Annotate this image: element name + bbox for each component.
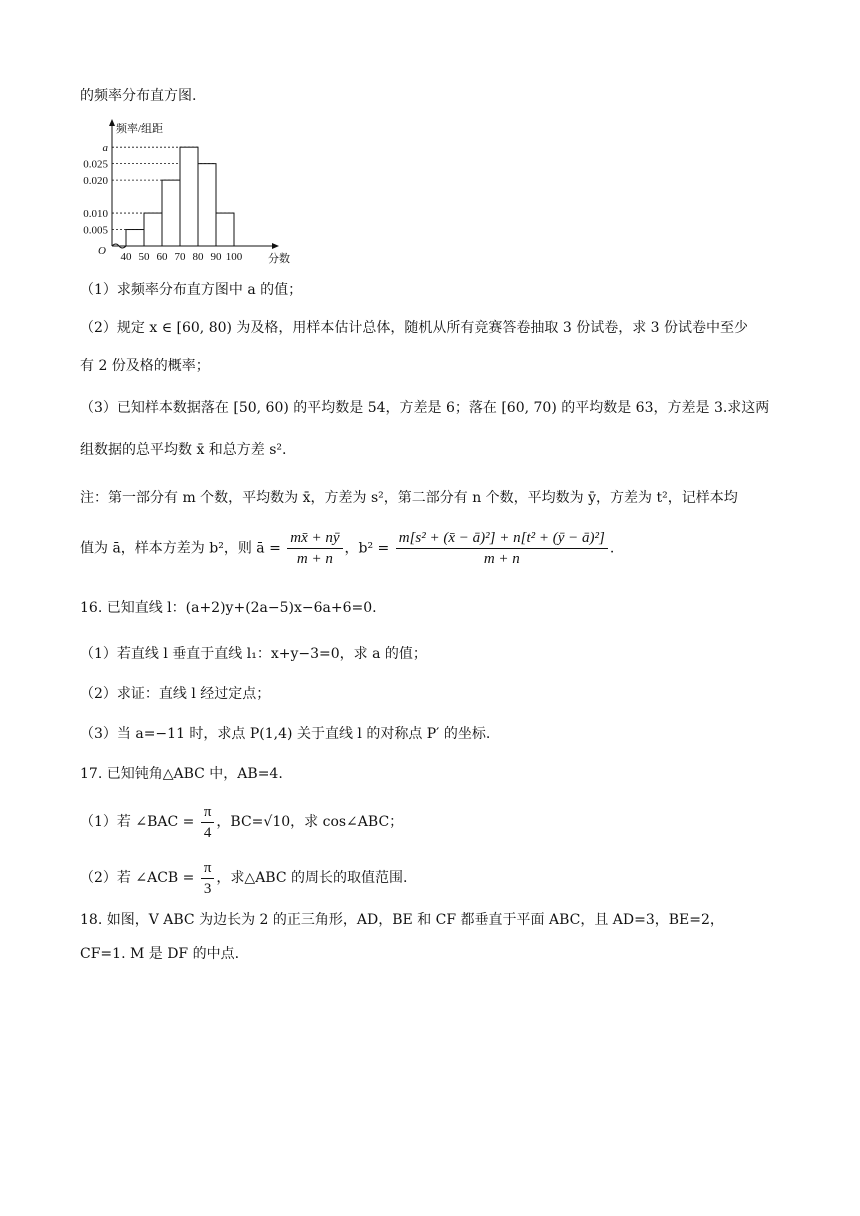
- angle-acb-denominator: 3: [203, 880, 212, 897]
- y-tick-label: 0.010: [83, 208, 108, 221]
- q17-part2: [80, 856, 790, 900]
- q17-stem: 17. 已知钝角△ABC 中，AB=4.: [80, 766, 283, 782]
- q17-part2-lead: （2）若 ∠ACB =: [80, 870, 199, 886]
- note-lead-text: 值为 ā，样本方差为 b²，则 ā =: [80, 540, 286, 557]
- x-tick-label: 70: [174, 251, 186, 263]
- x-tick-label: 90: [210, 251, 222, 263]
- y-tick-label: a: [102, 142, 108, 155]
- q15-part3-line1: （3）已知样本数据落在 [50, 60) 的平均数是 54，方差是 6；落在 [60, 70) 的平均数是 63，方差是 3.求这两: [80, 400, 770, 416]
- chart-x-axis-label: 分数: [268, 253, 290, 265]
- q15-part1: （1）求频率分布直方图中 a 的值；: [80, 282, 303, 298]
- q15-part3-line2: 组数据的总平均数 x̄ 和总方差 s².: [80, 442, 287, 458]
- chart-y-tick-labels: [83, 142, 108, 236]
- frequency-histogram: [72, 116, 292, 266]
- variance-formula-denominator: m + n: [483, 551, 520, 567]
- q18-line2: CF=1. M 是 DF 的中点.: [80, 946, 240, 962]
- x-tick-label: 80: [192, 251, 204, 263]
- chart-bars: [126, 147, 234, 246]
- q16-part3: （3）当 a=−11 时，求点 P(1,4) 关于直线 l 的对称点 P′ 的坐标.: [80, 726, 491, 742]
- mean-formula-numerator: mx̄ + nȳ: [287, 528, 342, 549]
- angle-acb-fraction: [201, 858, 215, 899]
- angle-bac-numerator: π: [201, 802, 215, 823]
- y-tick-label: 0.005: [83, 224, 108, 237]
- chart-x-tick-labels: [121, 251, 243, 263]
- histogram-bar: [180, 147, 198, 246]
- x-tick-label: 50: [138, 251, 150, 263]
- q17-part1: [80, 800, 790, 844]
- x-tick-label: 100: [225, 251, 243, 263]
- q15-part2-line2: 有 2 份及格的概率；: [80, 358, 210, 374]
- histogram-bar: [144, 213, 162, 246]
- q17-part2-tail: ，求△ABC 的周长的取值范围.: [216, 870, 408, 886]
- variance-formula: [396, 528, 608, 569]
- q16-part2: （2）求证：直线 l 经过定点；: [80, 686, 271, 702]
- q15-note-line2: [80, 528, 790, 569]
- angle-acb-numerator: π: [201, 858, 215, 879]
- q16-stem: 16. 已知直线 l：(a+2)y+(2a−5)x−6a+6=0.: [80, 600, 377, 616]
- q15-note-line1: 注：第一部分有 m 个数，平均数为 x̄，方差为 s²，第二部分有 n 个数，平均数为 ȳ，方差为 t²，记样本均: [80, 490, 738, 506]
- histogram-bar: [126, 230, 144, 246]
- histogram-bar: [216, 213, 234, 246]
- angle-bac-denominator: 4: [203, 824, 212, 841]
- x-axis-arrow: [272, 243, 279, 249]
- angle-bac-fraction: [201, 802, 215, 843]
- q15-part2-line1: （2）规定 x ∈ [60, 80) 为及格，用样本估计总体，随机从所有竞赛答卷抽取 3 份试卷，求 3 份试卷中至少: [80, 320, 749, 336]
- q17-part1-lead: （1）若 ∠BAC =: [80, 814, 199, 830]
- intro-text: 的频率分布直方图.: [80, 88, 197, 104]
- x-tick-label: 60: [156, 251, 168, 263]
- mean-formula: [287, 528, 342, 569]
- y-axis-arrow: [109, 119, 115, 126]
- y-tick-label: 0.025: [83, 158, 108, 171]
- x-tick-label: 40: [120, 251, 132, 263]
- histogram-bar: [198, 164, 216, 246]
- mean-formula-denominator: m + n: [296, 551, 333, 567]
- histogram-bar: [162, 180, 180, 246]
- chart-y-axis-label: 频率/组距: [116, 123, 164, 135]
- variance-lead-text: ，b² =: [344, 540, 394, 557]
- variance-formula-numerator: m[s² + (x̄ − ā)²] + n[t² + (ȳ − ā)²]: [396, 528, 608, 549]
- q18-line1: 18. 如图，V ABC 为边长为 2 的正三角形，AD，BE 和 CF 都垂直于平面 ABC，且 AD=3，BE=2，: [80, 912, 724, 928]
- chart-origin-label: O: [98, 245, 106, 257]
- note-end-punct: .: [609, 540, 615, 557]
- q17-part1-tail: ，BC=√10，求 cos∠ABC；: [216, 814, 404, 830]
- y-tick-label: 0.020: [83, 175, 108, 188]
- q16-part1: （1）若直线 l 垂直于直线 l₁：x+y−3=0，求 a 的值；: [80, 646, 427, 662]
